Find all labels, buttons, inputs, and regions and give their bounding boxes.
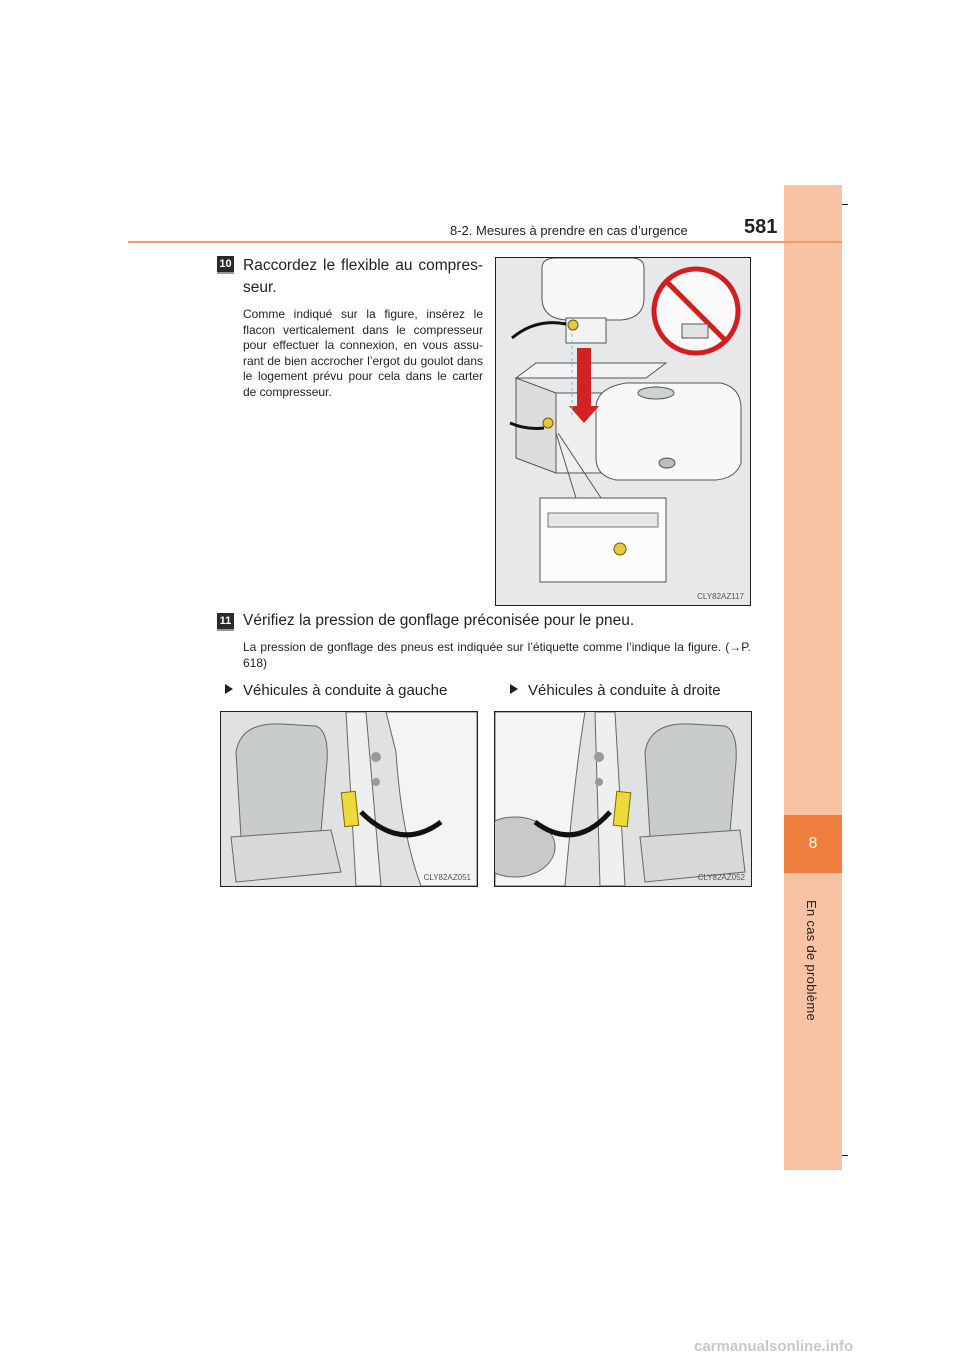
tire-label-figure-right-drive: [494, 711, 752, 887]
step-title: Raccordez le flexible au compres-seur.: [243, 257, 483, 296]
variant-label: Véhicules à conduite à gauche: [243, 682, 448, 699]
figure-code: CLY82AZ117: [697, 592, 744, 601]
door-pillar-illustration: [221, 712, 477, 886]
header-rule: [128, 241, 842, 243]
section-title: 8-2. Mesures à prendre en cas d’urgence: [450, 223, 688, 238]
variant-heading-left-drive: [225, 682, 447, 699]
triangle-bullet-icon: [225, 684, 233, 694]
page-number: 581: [744, 216, 778, 238]
step-number-badge: 10: [217, 256, 234, 274]
variant-label: Véhicules à conduite à droite: [528, 682, 721, 699]
compressor-figure: [495, 257, 751, 606]
step-title: Vérifiez la pression de gonflage préconisée pour le pneu.: [243, 612, 635, 629]
step-body: Comme indiqué sur la figure, insérez le flacon verticalement dans le compresseur pour effectuer la connexion, en vous assu-rant de bien accrocher l’ergot du goulot dans le logement prévu pour cela dans le carter de compresseur.: [243, 307, 483, 399]
figure-code: CLY82AZ052: [697, 873, 745, 882]
chapter-label: En cas de problème: [804, 900, 819, 1022]
tire-label-figure-left-drive: [220, 711, 478, 887]
footer-site-link[interactable]: carmanualsonline.info: [694, 1338, 854, 1355]
step-body: La pression de gonflage des pneus est indiquée sur l’étiquette comme l’indique la figure. (→P. 618): [243, 640, 751, 670]
figure-code: CLY82AZ051: [423, 873, 471, 882]
compressor-illustration: [496, 258, 750, 605]
door-pillar-illustration: [495, 712, 751, 886]
step-number-badge: 11: [217, 613, 234, 631]
chapter-number: 8: [784, 815, 842, 873]
triangle-bullet-icon: [510, 684, 518, 694]
variant-heading-right-drive: [510, 682, 721, 699]
chapter-side-tab: [784, 185, 842, 1170]
